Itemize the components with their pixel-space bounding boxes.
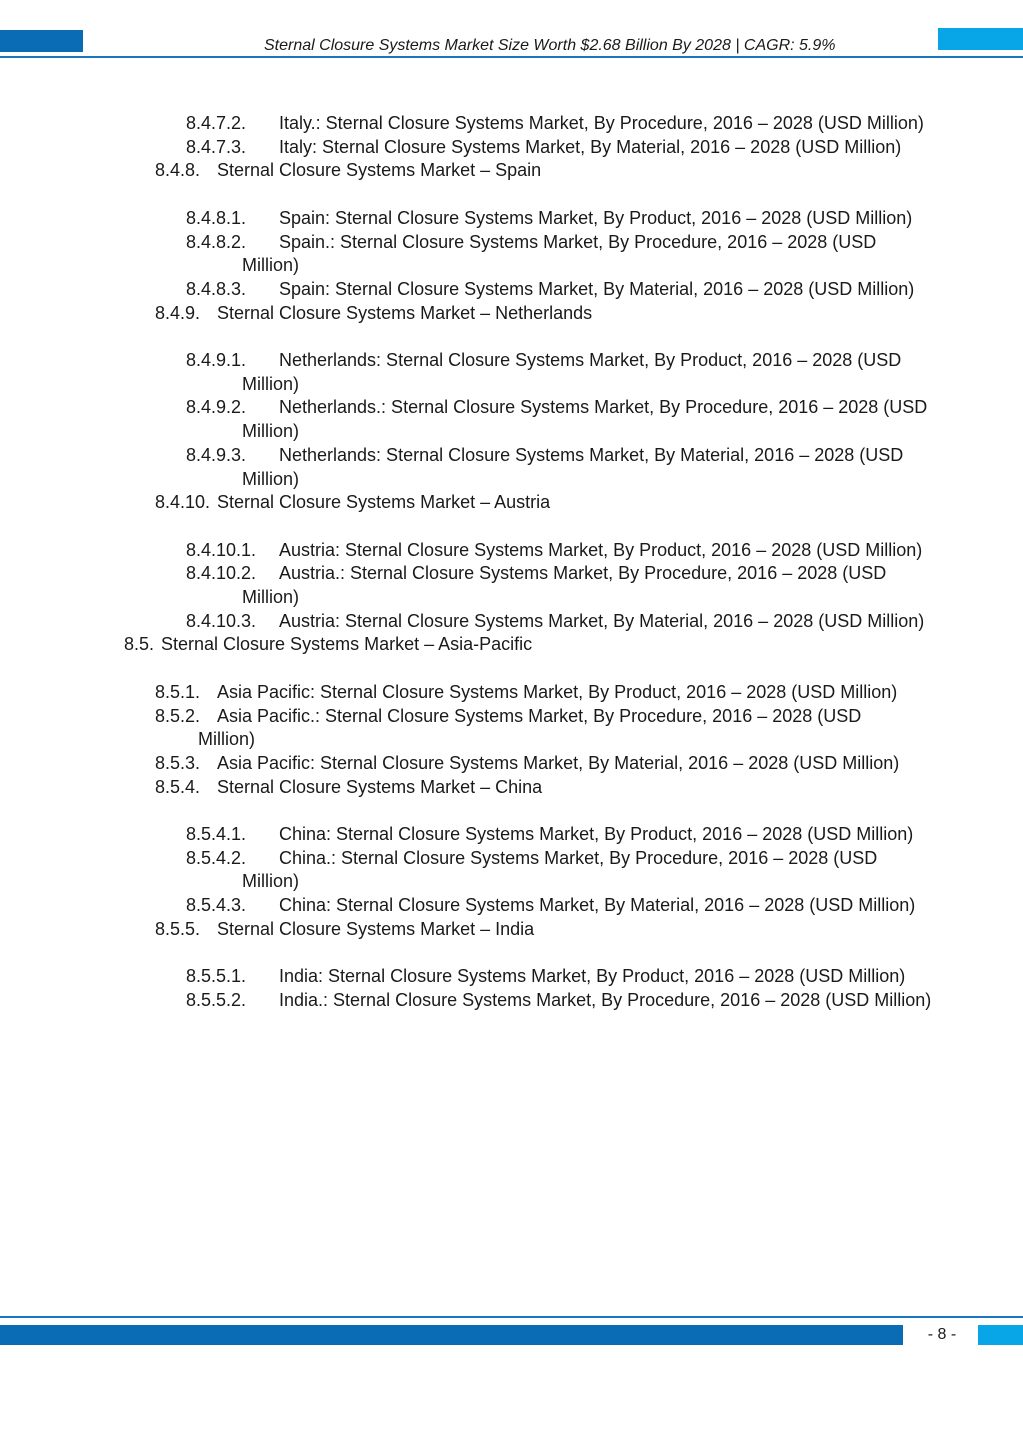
toc-entry[interactable] (0, 847, 1023, 894)
toc-entry-title: Sternal Closure Systems Market – Spain (217, 160, 542, 181)
toc-entry[interactable] (0, 776, 1023, 800)
toc-entry-number: 8.5.4.2. (186, 847, 247, 868)
toc-entry[interactable] (0, 159, 1023, 183)
toc-entry-title: Sternal Closure Systems Market – China (217, 776, 543, 797)
header-accent-block-left (0, 30, 83, 52)
toc-entry-number: 8.5.4.3. (186, 895, 247, 916)
toc-entry-number: 8.5.1. (155, 681, 201, 702)
toc-entry-title: Austria: Sternal Closure Systems Market, By Product, 2016 – 2028 (USD Million) (279, 539, 923, 560)
toc-entry[interactable] (0, 681, 1023, 705)
toc-entry-title: Netherlands: Sternal Closure Systems Market, By Material, 2016 – 2028 (USD Million) (242, 444, 904, 489)
toc-entry-title: Spain: Sternal Closure Systems Market, By Product, 2016 – 2028 (USD Million) (279, 207, 913, 228)
toc-entry-title: China.: Sternal Closure Systems Market, By Procedure, 2016 – 2028 (USD Million) (242, 847, 878, 892)
toc-entry-number: 8.4.9.3. (186, 444, 247, 465)
toc-entry-number: 8.4.8.2. (186, 231, 247, 252)
toc-entry-number: 8.5.3. (155, 752, 201, 773)
toc-entry[interactable] (0, 705, 1023, 752)
toc-entry-title: Asia Pacific: Sternal Closure Systems Market, By Product, 2016 – 2028 (USD Million) (217, 681, 898, 702)
toc-entry[interactable] (0, 562, 1023, 609)
toc-entry[interactable] (0, 823, 1023, 847)
toc-entry-title: Austria: Sternal Closure Systems Market, By Material, 2016 – 2028 (USD Million) (279, 610, 925, 631)
toc-entry-title: China: Sternal Closure Systems Market, By Product, 2016 – 2028 (USD Million) (279, 824, 914, 845)
toc-entry[interactable] (0, 207, 1023, 231)
toc-entry-title: Italy.: Sternal Closure Systems Market, By Procedure, 2016 – 2028 (USD Million) (279, 113, 924, 133)
footer-divider (0, 1316, 1023, 1318)
header-divider (0, 56, 1023, 58)
toc-entry[interactable] (0, 302, 1023, 326)
toc-entry[interactable] (0, 894, 1023, 918)
toc-entry[interactable] (0, 965, 1023, 989)
toc-entry-title: Sternal Closure Systems Market – Netherlands (217, 302, 593, 323)
toc-entry-title: Netherlands.: Sternal Closure Systems Market, By Procedure, 2016 – 2028 (USD Million) (242, 397, 928, 442)
toc-entry[interactable] (0, 989, 1023, 1013)
table-of-contents (0, 112, 1023, 1013)
toc-entry-number: 8.4.8.3. (186, 278, 247, 299)
toc-entry-number: 8.4.10.1. (186, 539, 257, 560)
toc-entry-number: 8.4.10.3. (186, 610, 257, 631)
toc-entry[interactable] (0, 396, 1023, 443)
toc-entry-title: Austria.: Sternal Closure Systems Market, By Procedure, 2016 – 2028 (USD Million) (242, 563, 887, 608)
toc-entry[interactable] (0, 136, 1023, 160)
toc-entry-title: Netherlands: Sternal Closure Systems Market, By Product, 2016 – 2028 (USD Million) (242, 350, 902, 394)
header-accent-block-right (938, 28, 1023, 50)
toc-entry-number: 8.5.4. (155, 776, 201, 797)
footer-accent-block-right (978, 1325, 1023, 1345)
toc-entry-title: Spain: Sternal Closure Systems Market, By Material, 2016 – 2028 (USD Million) (279, 278, 915, 299)
toc-entry[interactable] (0, 633, 1023, 657)
toc-entry[interactable] (0, 539, 1023, 563)
toc-entry-number: 8.5.2. (155, 705, 201, 726)
toc-entry[interactable] (0, 444, 1023, 491)
toc-entry[interactable] (0, 918, 1023, 942)
toc-entry-title: India: Sternal Closure Systems Market, By Product, 2016 – 2028 (USD Million) (279, 966, 906, 987)
toc-entry-number: 8.4.9.2. (186, 397, 247, 418)
header-title: Sternal Closure Systems Market Size Worth $2.68 Billion By 2028 | CAGR: 5.9% (264, 37, 836, 54)
toc-entry-number: 8.5.5.2. (186, 989, 247, 1010)
footer-bar (0, 1325, 903, 1345)
toc-entry[interactable] (0, 112, 1023, 136)
toc-entry-number: 8.5.4.1. (186, 824, 247, 845)
toc-entry-number: 8.4.8.1. (186, 207, 247, 228)
toc-entry-number: 8.4.7.2. (186, 113, 247, 133)
toc-entry-number: 8.4.10.2. (186, 563, 257, 584)
toc-entry-number: 8.4.7.3. (186, 136, 247, 157)
toc-entry[interactable] (0, 349, 1023, 396)
toc-entry-number: 8.5.5. (155, 918, 201, 939)
toc-entry-number: 8.4.8. (155, 160, 201, 181)
toc-entry-title: Italy: Sternal Closure Systems Market, By Material, 2016 – 2028 (USD Million) (279, 136, 902, 157)
toc-entry-title: Spain.: Sternal Closure Systems Market, By Procedure, 2016 – 2028 (USD Million) (242, 231, 877, 276)
toc-entry[interactable] (0, 752, 1023, 776)
toc-entry[interactable] (0, 610, 1023, 634)
page-number: - 8 - (927, 1326, 957, 1343)
toc-entry-title: China: Sternal Closure Systems Market, By Material, 2016 – 2028 (USD Million) (279, 895, 916, 916)
toc-entry-title: Asia Pacific: Sternal Closure Systems Market, By Material, 2016 – 2028 (USD Million) (217, 752, 900, 773)
toc-entry-title: India.: Sternal Closure Systems Market, By Procedure, 2016 – 2028 (USD Million) (279, 989, 932, 1010)
toc-entry[interactable] (0, 491, 1023, 515)
toc-entry-title: Asia Pacific.: Sternal Closure Systems Market, By Procedure, 2016 – 2028 (USD Million) (198, 705, 862, 750)
toc-entry[interactable] (0, 231, 1023, 278)
toc-entry-title: Sternal Closure Systems Market – Austria (217, 492, 551, 513)
toc-entry-title: Sternal Closure Systems Market – India (217, 918, 535, 939)
toc-entry-number: 8.4.9. (155, 302, 201, 323)
toc-entry-number: 8.4.10. (155, 492, 211, 513)
toc-entry-number: 8.5. (124, 634, 155, 655)
toc-entry-number: 8.4.9.1. (186, 350, 247, 370)
toc-entry-number: 8.5.5.1. (186, 966, 247, 987)
toc-entry-title: Sternal Closure Systems Market – Asia-Pacific (161, 634, 533, 655)
toc-entry[interactable] (0, 278, 1023, 302)
